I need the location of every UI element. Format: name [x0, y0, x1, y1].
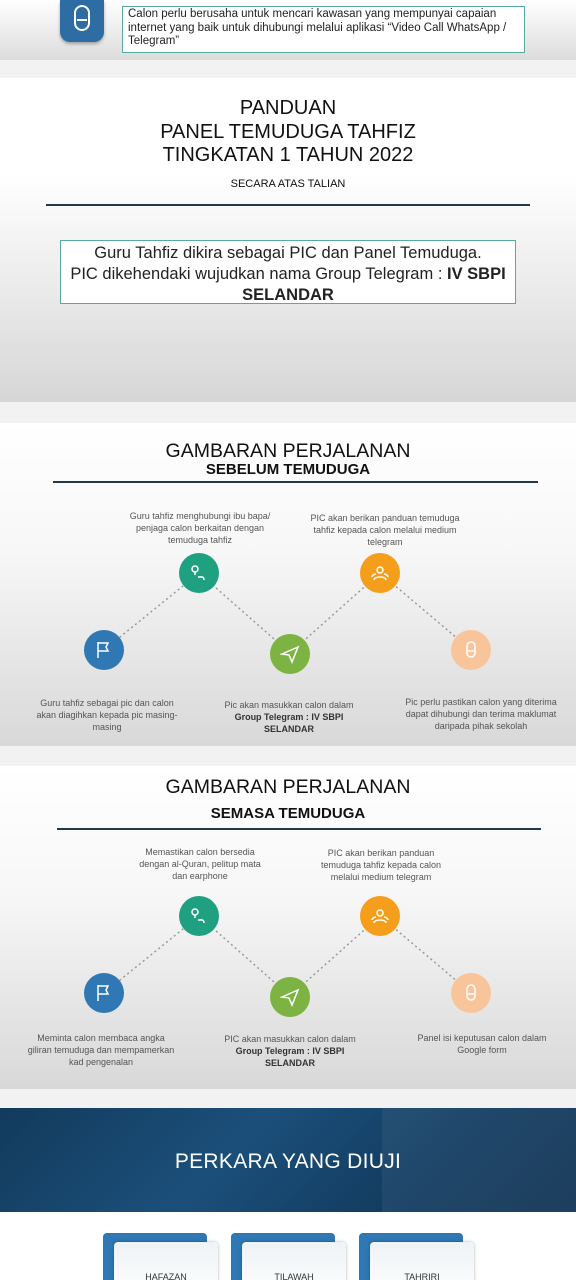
semasa-step1-label: Meminta calon membaca angka giliran temuduga dan mempamerkan kad pengenalan	[27, 1033, 175, 1067]
user-icon	[461, 640, 481, 660]
semasa-step4-label: PIC akan berikan panduan temuduga tahfiz kepada calon melalui medium telegram	[320, 848, 442, 882]
user-icon	[461, 983, 481, 1003]
panduan-title-line1: PANDUAN	[239, 97, 337, 119]
user-icon-circle	[451, 630, 491, 670]
send-icon	[280, 987, 300, 1007]
semasa-step3-label: PIC akan masukkan calon dalam Group Telegram : IV SBPI SELANDAR	[224, 1034, 356, 1068]
slide-semasa-temuduga	[0, 766, 576, 1089]
send-icon-circle	[270, 977, 310, 1017]
divider	[46, 204, 530, 206]
panduan-subtitle: SECARA ATAS TALIAN	[230, 178, 346, 190]
pic-info-line2: PIC dikehendaki wujudkan nama Group Telegram : IV SBPI	[70, 265, 506, 283]
sebelum-step3-label: Pic akan masukkan calon dalam Group Telegram : IV SBPI SELANDAR	[224, 700, 354, 734]
semasa-step5-label: Panel isi keputusan calon dalam Google form	[417, 1033, 547, 1055]
group-icon	[370, 563, 390, 583]
sebelum-step4-label: PIC akan berikan panduan temuduga tahfiz kepada calon melalui medium telegram	[310, 513, 460, 547]
card-tahriri: TAHRIRI	[370, 1242, 474, 1280]
slide-gap	[0, 1089, 576, 1108]
send-icon	[280, 644, 300, 664]
user-icon-badge	[60, 0, 104, 42]
flag-icon-circle	[84, 973, 124, 1013]
slide-panduan	[0, 78, 576, 402]
route-icon	[189, 563, 209, 583]
flag-icon	[94, 640, 114, 660]
sebelum-step1-label: Guru tahfiz sebagai pic dan calon akan diagihkan kepada pic masing-masing	[36, 698, 178, 732]
slide-perkara-diuji	[0, 1108, 576, 1212]
sebelum-step2-label: Guru tahfiz menghubungi ibu bapa/ penjaga calon berkaitan dengan temuduga tahfiz	[129, 511, 271, 545]
slide-cards-partial	[0, 1212, 576, 1280]
group-icon	[370, 906, 390, 926]
route-icon-circle	[179, 896, 219, 936]
send-icon-circle	[270, 634, 310, 674]
slide-sebelum-temuduga	[0, 423, 576, 746]
semasa-title: GAMBARAN PERJALANAN	[165, 776, 411, 798]
pic-info-line1: Guru Tahfiz dikira sebagai PIC dan Panel Temuduga.	[94, 244, 482, 262]
internet-note-box: Calon perlu berusaha untuk mencari kawasan yang mempunyai capaian internet yang baik untuk dihubungi melalui aplikasi “Video Call WhatsApp / Telegram”	[122, 6, 525, 53]
group-icon-circle	[360, 553, 400, 593]
sebelum-step5-label: Pic perlu pastikan calon yang diterima dapat dihubungi dan terima maklumat daripada pihak sekolah	[405, 697, 557, 731]
sebelum-subtitle: SEBELUM TEMUDUGA	[205, 461, 371, 478]
slide-gap	[0, 402, 576, 423]
pic-info-line3: SELANDAR	[242, 286, 334, 304]
panduan-title-line3: TINGKATAN 1 TAHUN 2022	[162, 144, 414, 166]
perkara-title: PERKARA YANG DIUJI	[174, 1150, 402, 1173]
group-icon-circle	[360, 896, 400, 936]
flag-icon	[94, 983, 114, 1003]
slide-gap	[0, 746, 576, 766]
route-icon-circle	[179, 553, 219, 593]
panduan-title-line2: PANEL TEMUDUGA TAHFIZ	[160, 121, 416, 143]
semasa-subtitle: SEMASA TEMUDUGA	[210, 805, 366, 822]
sebelum-title: GAMBARAN PERJALANAN	[165, 440, 411, 462]
card-tilawah: TILAWAH	[242, 1242, 346, 1280]
route-icon	[189, 906, 209, 926]
pic-info-box	[60, 240, 516, 304]
flag-icon-circle	[84, 630, 124, 670]
semasa-step2-label: Memastikan calon bersedia dengan al-Quran, pelitup mata dan earphone	[139, 847, 261, 881]
user-icon-circle	[451, 973, 491, 1013]
card-hafazan: HAFAZAN	[114, 1242, 218, 1280]
user-icon	[60, 0, 104, 42]
slide-gap	[0, 60, 576, 78]
